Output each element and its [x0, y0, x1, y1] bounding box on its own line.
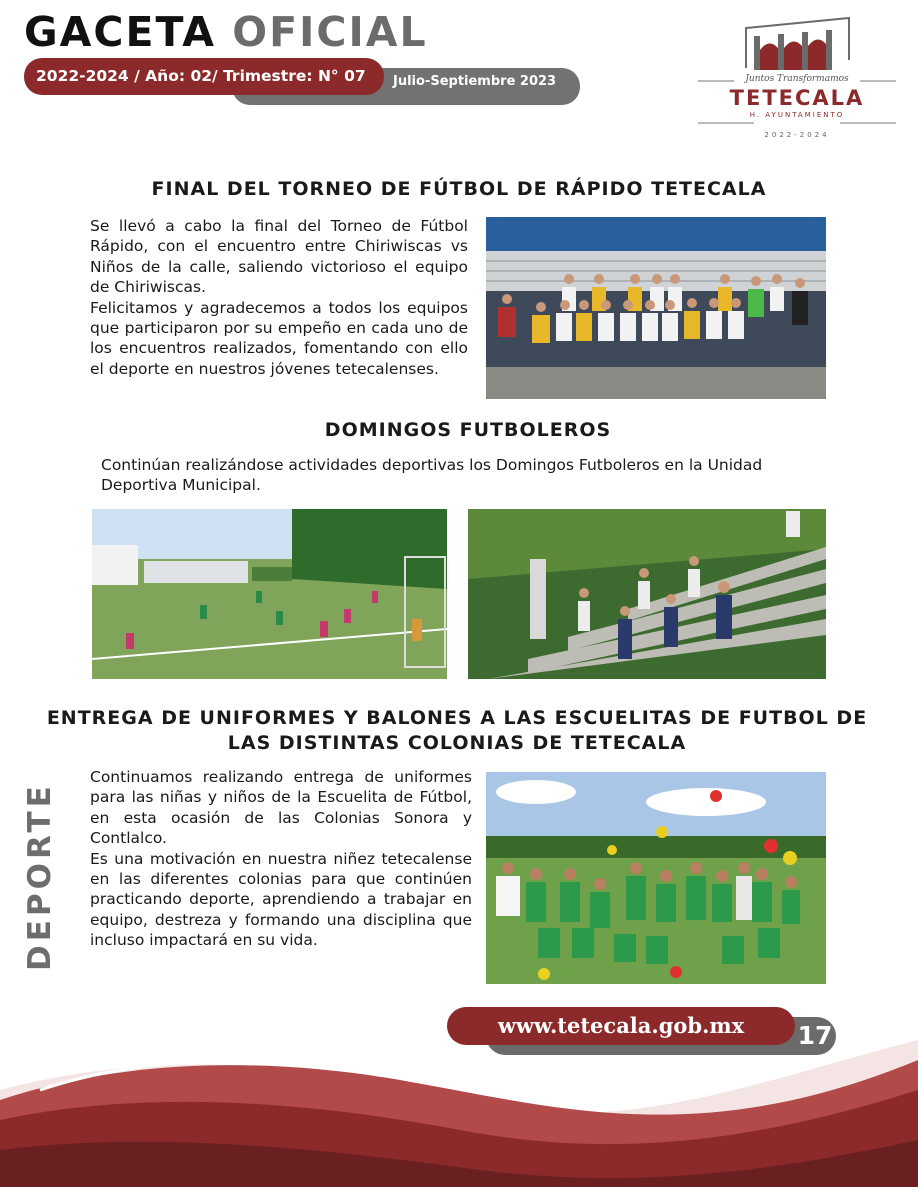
tournament-team-photo — [486, 217, 826, 399]
paragraph: Se llevó a cabo la final del Torneo de Fútbol Rápido, con el encuentro entre Chiriwiscas vs Niños de la calle, saliendo victorioso el equipo de Chiriwiscas. — [90, 217, 468, 297]
article-3-text — [90, 767, 472, 951]
article-3-body — [90, 767, 472, 951]
period-pill: 2022-2024 / Año: 02/ Trimestre: N° 07 — [24, 58, 384, 95]
logo-name: TETECALA — [729, 86, 865, 110]
article-2-body: Continúan realizándose actividades deportivas los Domingos Futboleros en la Unidad Deportiva Municipal. — [101, 456, 763, 495]
title-word-1: GACETA — [24, 8, 216, 56]
paragraph: Es una motivación en nuestra niñez tetecalense en las diferentes colonias para que continúen practicando deporte, aprendiendo a trabajar en equipo, destreza y formando una disciplina que incluso impactará en su vida. — [90, 849, 472, 950]
field-match-photo — [92, 509, 447, 679]
logo-tagline: Juntos Transformamos — [745, 74, 849, 84]
gazette-title — [24, 8, 428, 56]
article-1-title: FINAL DEL TORNEO DE FÚTBOL DE RÁPIDO TETECALA — [151, 178, 767, 200]
page-number: 17 — [797, 1021, 833, 1050]
article-1-text — [90, 216, 468, 379]
section-label-deporte: DEPORTE — [22, 782, 58, 971]
article-3-title: ENTREGA DE UNIFORMES Y BALONES A LAS ESCUELITAS DE FUTBOL DE LAS DISTINTAS COLONIAS DE TETECALA — [46, 707, 868, 754]
stands-spectators-photo — [468, 509, 826, 679]
title-word-2: OFICIAL — [232, 8, 428, 56]
paragraph: Continuamos realizando entrega de uniformes para las niñas y niños de la Escuelita de Fútbol, en esta ocasión de las Colonias Sonora y Contlalco. — [90, 768, 472, 848]
website-link[interactable]: www.tetecala.gob.mx — [447, 1007, 795, 1045]
article-1-body — [90, 216, 468, 379]
article-2-title: DOMINGOS FUTBOLEROS — [324, 419, 612, 441]
logo-subtitle: H. AYUNTAMIENTO — [749, 111, 845, 119]
logo-years: 2022-2024 — [764, 131, 830, 139]
quarter-label: Julio-Septiembre 2023 — [393, 74, 557, 89]
uniforms-delivery-photo — [486, 772, 826, 984]
paragraph: Felicitamos y agradecemos a todos los equipos que participaron por su empeño en cada uno de los encuentros realizados, fomentando con ello el deporte en nuestros jóvenes tetecalenses. — [90, 298, 468, 378]
